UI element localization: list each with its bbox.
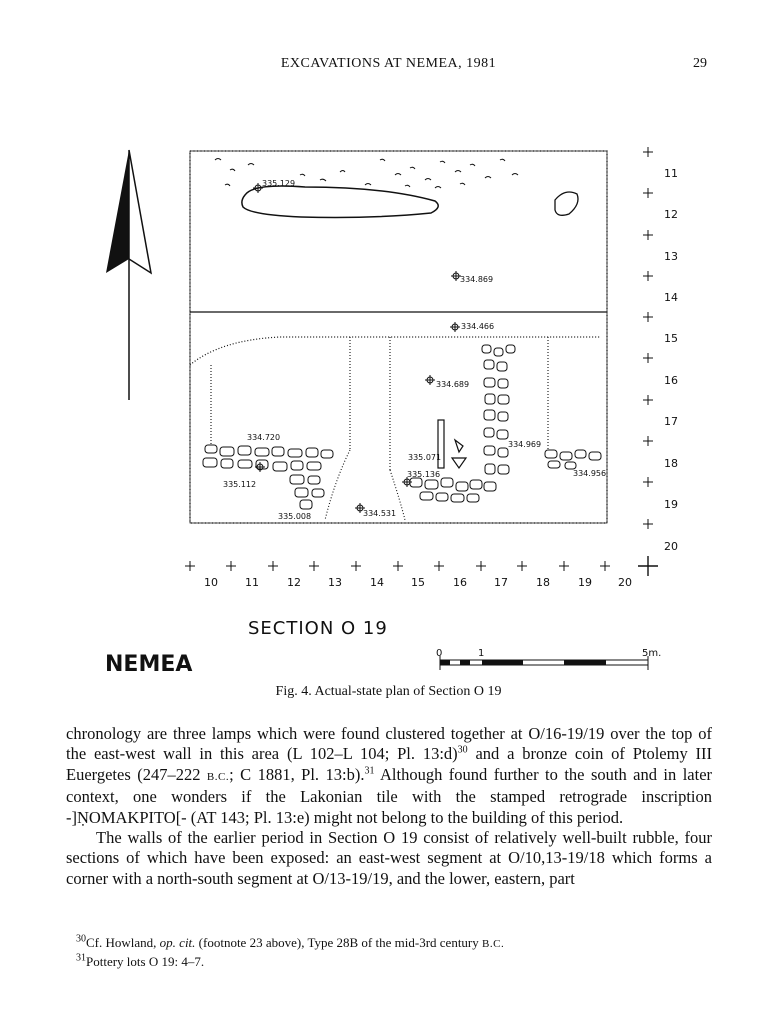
caption-text: Actual-state plan of Section O 19 — [314, 684, 502, 699]
y-grid-label: 12 — [664, 208, 678, 221]
text-run: (footnote 23 above), Type 28B of the mid-3rd century — [195, 935, 483, 950]
elevation-label: 334.869 — [460, 275, 494, 284]
x-grid-label: 10 — [204, 576, 218, 589]
y-grid-label: 15 — [664, 332, 678, 345]
small-caps: B.C. — [482, 938, 505, 950]
text-run: ; C 1881, Pl. 13:b). — [229, 764, 365, 784]
body-text — [66, 724, 712, 889]
x-grid-label: 11 — [245, 576, 259, 589]
x-grid-label: 13 — [328, 576, 342, 589]
x-grid-label: 18 — [536, 576, 550, 589]
text-run: Pottery lots O 19: 4–7. — [86, 954, 205, 969]
rubble-wall-west — [203, 445, 333, 509]
rubble-wall-east — [545, 450, 601, 469]
x-grid-label: 20 — [618, 576, 632, 589]
stone-blob — [555, 192, 578, 215]
text-run: Cf. Howland, — [86, 935, 160, 950]
y-grid-label: 20 — [664, 540, 678, 553]
y-grid-label: 16 — [664, 374, 678, 387]
scale-bar — [440, 656, 648, 670]
scattered-stones — [215, 159, 518, 189]
y-grid-label: 13 — [664, 250, 678, 263]
elevation-label: 334.466 — [461, 322, 495, 331]
elevation-labels — [223, 179, 606, 521]
scale-label: 5m. — [642, 648, 662, 659]
site-name: NEMEA — [105, 652, 193, 677]
figure-plan — [0, 140, 777, 680]
footnote — [66, 953, 712, 970]
y-grid-label: 11 — [664, 167, 678, 180]
x-grid-label: 19 — [578, 576, 592, 589]
text-run-italic: op. cit. — [159, 935, 196, 950]
paragraph-1 — [66, 724, 712, 828]
figure-caption — [0, 684, 777, 700]
x-grid-label: 16 — [453, 576, 467, 589]
running-title: EXCAVATIONS AT NEMEA, 1981 — [280, 56, 497, 71]
y-grid-label: 18 — [664, 457, 678, 470]
elevation-label: 334.956 — [573, 469, 607, 478]
footnotes — [66, 934, 712, 970]
footnote-number: 31 — [76, 952, 86, 964]
band-line-lower — [190, 337, 600, 365]
paragraph-2: The walls of the earlier period in Section O 19 consist of relatively well-built rubble, four sections of which have been exposed: an east-west segment at O/10,13-19/18 which forms a corner with a north-south segment at O/13-19/19, and the lower, eastern, part — [66, 828, 712, 888]
elevation-label: 334.969 — [508, 440, 542, 449]
y-grid-label: 17 — [664, 415, 678, 428]
elevation-label: 334.720 — [247, 433, 281, 442]
elevation-point-markers — [253, 183, 461, 513]
caption-prefix: Fig. 4. — [275, 684, 312, 699]
x-grid-labels — [204, 576, 632, 589]
elevation-label: 335.112 — [223, 480, 257, 489]
text-run: chronology are three lamps which were found clustered together at O/16-19/19 over the top of the east-west wall in this area (L 102–L 104; Pl. 13:d) — [66, 724, 712, 764]
page-header — [0, 56, 777, 80]
elevation-label: 334.689 — [436, 380, 470, 389]
scale-label: 0 — [436, 648, 443, 659]
north-arrow-icon — [106, 150, 151, 400]
y-grid-labels — [664, 167, 678, 553]
find-objects — [438, 420, 466, 468]
elevation-label: 335.008 — [278, 512, 312, 521]
x-grid-label: 14 — [370, 576, 384, 589]
elongated-stone — [242, 186, 438, 218]
y-grid-label: 14 — [664, 291, 678, 304]
page-number: 29 — [693, 56, 707, 71]
footnote-ref: 31 — [364, 765, 375, 777]
x-grid-label: 15 — [411, 576, 425, 589]
scale-label: 1 — [478, 648, 485, 659]
scale-labels — [436, 648, 661, 659]
elevation-label: 335.129 — [262, 179, 296, 188]
text-run: and a bronze coin of Ptolemy III Euergetes (247–222 — [66, 744, 712, 784]
grid-crosses-bottom — [185, 556, 658, 576]
text-run: Although found further to the south and in later context, one wonders if the Lakonian tile with the stamped retrograde inscription -]ṆOMAKPITO[- (AT 143; Pl. 13:e) might not belong to the building of this period. — [66, 764, 713, 827]
elevation-label: 334.531 — [363, 509, 397, 518]
footnote-ref: 30 — [457, 744, 468, 756]
small-caps: B.C. — [206, 770, 230, 783]
elevation-label: 335.071 — [408, 453, 442, 462]
x-grid-label: 17 — [494, 576, 508, 589]
grid-crosses-right — [643, 147, 653, 529]
x-grid-label: 12 — [287, 576, 301, 589]
footnote — [66, 934, 712, 953]
section-title: SECTION O 19 — [248, 618, 388, 639]
y-grid-label: 19 — [664, 498, 678, 511]
elevation-label: 335.136 — [407, 470, 441, 479]
footnote-number: 30 — [76, 933, 86, 945]
